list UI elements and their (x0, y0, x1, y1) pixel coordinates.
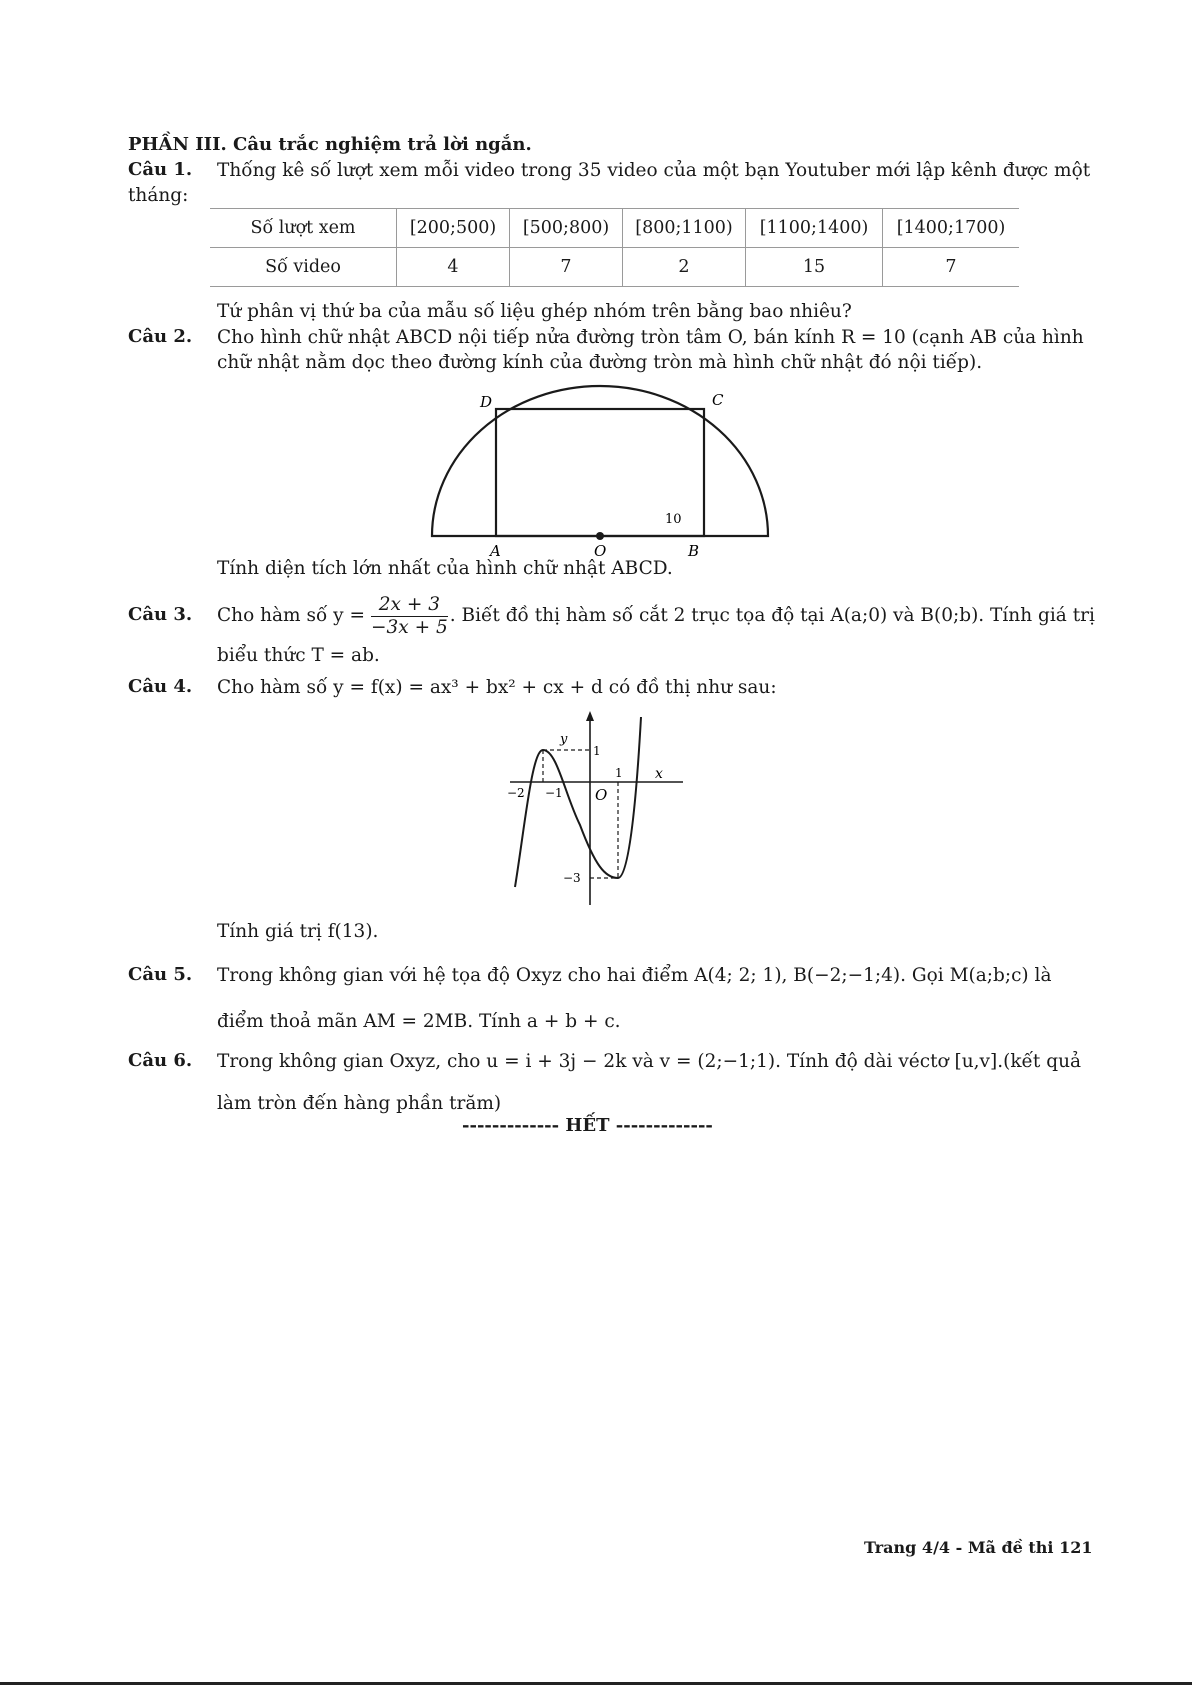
q3-line2: biểu thức T = ab. (217, 645, 380, 666)
page-footer: Trang 4/4 - Mã đề thi 121 (864, 1538, 1093, 1557)
table-cell: 15 (746, 248, 883, 287)
q6-line1: Trong không gian Oxyz, cho u = i + 3j − 2k và v = (2;−1;1). Tính độ dài véctơ [u,v].(kết quả (217, 1051, 1082, 1072)
table-header-videos: Số video (210, 248, 397, 287)
q3-fraction (371, 594, 448, 639)
label-minus1: −1 (545, 786, 563, 800)
table-cell: 4 (397, 248, 510, 287)
label-b: B (688, 542, 700, 560)
q4-label: Câu 4. (128, 676, 193, 697)
q1-text-line1: Thống kê số lượt xem mỗi video trong 35 video của một bạn Youtuber mới lập kênh được một (217, 160, 1091, 181)
table-cell: 2 (623, 248, 746, 287)
y-axis-arrow (586, 711, 594, 721)
q4-text: Cho hàm số y = f(x) = ax³ + bx² + cx + d có đồ thị như sau: (217, 677, 777, 698)
label-y: y (560, 732, 568, 747)
label-radius: 10 (665, 512, 682, 527)
table-cell: [500;800) (510, 209, 623, 248)
q4-question: Tính giá trị f(13). (217, 921, 379, 942)
q5-label: Câu 5. (128, 964, 193, 985)
q3-numerator: 2x + 3 (371, 594, 448, 617)
table-row (210, 248, 1019, 287)
table-cell: [800;1100) (623, 209, 746, 248)
q2-question: Tính diện tích lớn nhất của hình chữ nhật ABCD. (217, 558, 673, 579)
q2-semicircle-figure (420, 383, 780, 561)
end-mark: ------------- HẾT ------------- (462, 1115, 713, 1136)
q1-text-line2: tháng: (128, 185, 189, 206)
label-minus3: −3 (563, 871, 581, 885)
label-o: O (594, 542, 607, 560)
table-header-views: Số lượt xem (210, 209, 397, 248)
q3-line1 (217, 590, 1095, 642)
label-minus2: −2 (507, 786, 525, 800)
table-row (210, 209, 1019, 248)
q4-cubic-graph (505, 705, 705, 915)
table-cell: [200;500) (397, 209, 510, 248)
q3-prefix: Cho hàm số y = (217, 605, 365, 626)
q2-label: Câu 2. (128, 326, 193, 347)
label-origin: O (595, 786, 608, 804)
q2-line1: Cho hình chữ nhật ABCD nội tiếp nửa đường tròn tâm O, bán kính R = 10 (cạnh AB của hình (217, 327, 1084, 348)
q3-label: Câu 3. (128, 604, 193, 625)
table-cell: [1100;1400) (746, 209, 883, 248)
cubic-curve (515, 717, 641, 887)
label-one-x: 1 (615, 766, 623, 780)
label-x: x (655, 766, 663, 782)
table-cell: 7 (510, 248, 623, 287)
q3-middle: . Biết đồ thị hàm số cắt 2 trục tọa độ tại A(a;0) và B(0;b). Tính giá trị (449, 605, 1095, 626)
q6-line2: làm tròn đến hàng phần trăm) (217, 1093, 502, 1114)
center-point-o (596, 532, 604, 540)
label-c: C (712, 391, 724, 409)
section-title: PHẦN III. Câu trắc nghiệm trả lời ngắn. (128, 134, 532, 155)
label-one-y: 1 (593, 744, 601, 758)
q1-label: Câu 1. (128, 159, 193, 180)
label-d: D (480, 393, 493, 411)
q5-line1: Trong không gian với hệ tọa độ Oxyz cho hai điểm A(4; 2; 1), B(−2;−1;4). Gọi M(a;b;c) là (217, 965, 1052, 986)
q2-line2: chữ nhật nằm dọc theo đường kính của đường tròn mà hình chữ nhật đó nội tiếp). (217, 352, 983, 373)
table-cell: 7 (883, 248, 1020, 287)
q5-line2: điểm thoả mãn AM = 2MB. Tính a + b + c. (217, 1011, 621, 1032)
q6-label: Câu 6. (128, 1050, 193, 1071)
label-a: A (490, 542, 501, 560)
table-cell: [1400;1700) (883, 209, 1020, 248)
q3-denominator: −3x + 5 (370, 616, 448, 638)
q1-frequency-table (210, 208, 1019, 287)
q1-question: Tứ phân vị thứ ba của mẫu số liệu ghép nhóm trên bằng bao nhiêu? (217, 301, 852, 322)
